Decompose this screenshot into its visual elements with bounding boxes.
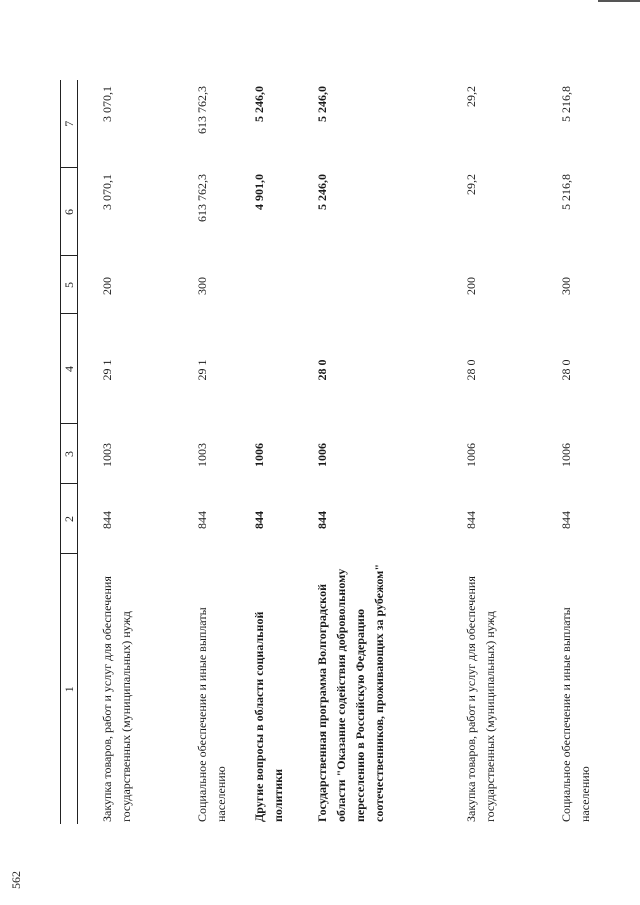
table-row [190,80,247,824]
table-cell: 29 1 [195,359,209,381]
table-cell: 200 [464,277,478,295]
table-cell: 844 [559,511,573,529]
spacer-cell [78,80,96,824]
table-cell [247,256,310,314]
table-row [247,80,310,824]
table-cell: 28 0 [464,359,478,381]
table-cell: 1006 [464,443,478,467]
table-cell: 28 0 [315,359,329,381]
table-cell: 844 [195,511,209,529]
table-cell: Закупка товаров, работ и услуг для обеспечения государственных (муниципальных) нужд [100,576,133,822]
header-cell: 4 [61,314,78,424]
table-row [95,80,190,824]
table-cell: Социальное обеспечение и иные выплаты населению [559,607,592,822]
table-row [554,80,617,824]
table-cell: 3 070,1 [100,86,114,122]
table-cell: 28 0 [559,359,573,381]
table-cell: 5 246,0 [252,86,266,122]
header-cell: 1 [61,554,78,824]
table-cell: 29,2 [464,86,478,107]
table-cell: 1006 [559,443,573,467]
header-cell: 6 [61,168,78,256]
table-cell: 200 [100,277,114,295]
table-cell [310,256,459,314]
table-cell: 300 [559,277,573,295]
table-cell: Государственная программа Волгоградской области "Оказание содействия добровольному переселению в Российскую Федерацию соотечественников, проживающих за рубежом" [315,564,386,822]
table-row [459,80,554,824]
page-number: 562 [9,871,23,889]
table-cell: 1006 [315,443,329,467]
table-cell: 29,2 [464,174,478,195]
table-cell: Закупка товаров, работ и услуг для обеспечения государственных (муниципальных) нужд [464,576,497,822]
header-cell: 2 [61,484,78,554]
table-cell: 1006 [252,443,266,467]
table-cell: 3 070,1 [100,174,114,210]
header-cell: 3 [61,424,78,484]
budget-table [60,80,617,824]
header-cell: 5 [61,256,78,314]
table-cell: Социальное обеспечение и иные выплаты населению [195,607,228,822]
table-cell: 5 246,0 [315,86,329,122]
table-cell: 4 901,0 [252,174,266,210]
table-cell: 1003 [100,443,114,467]
table-cell: 844 [100,511,114,529]
table-cell: 1003 [195,443,209,467]
table-cell: 844 [315,511,329,529]
table-cell: 5 216,8 [559,86,573,122]
rotated-table-container [60,80,607,824]
table-cell: 5 216,8 [559,174,573,210]
table-cell: 300 [195,277,209,295]
table-cell: 29 1 [100,359,114,381]
table-cell: 613 762,3 [195,86,209,134]
table-cell [247,314,310,424]
table-cell: 844 [252,511,266,529]
table-cell: 5 246,0 [315,174,329,210]
spacer-row [78,80,96,824]
table-cell: 613 762,3 [195,174,209,222]
table-header-row [61,80,78,824]
table-cell: 844 [464,511,478,529]
table-cell: Другие вопросы в области социальной политики [252,611,285,822]
scan-edge-mark [598,0,640,2]
header-cell: 7 [61,80,78,168]
table-row [310,80,459,824]
